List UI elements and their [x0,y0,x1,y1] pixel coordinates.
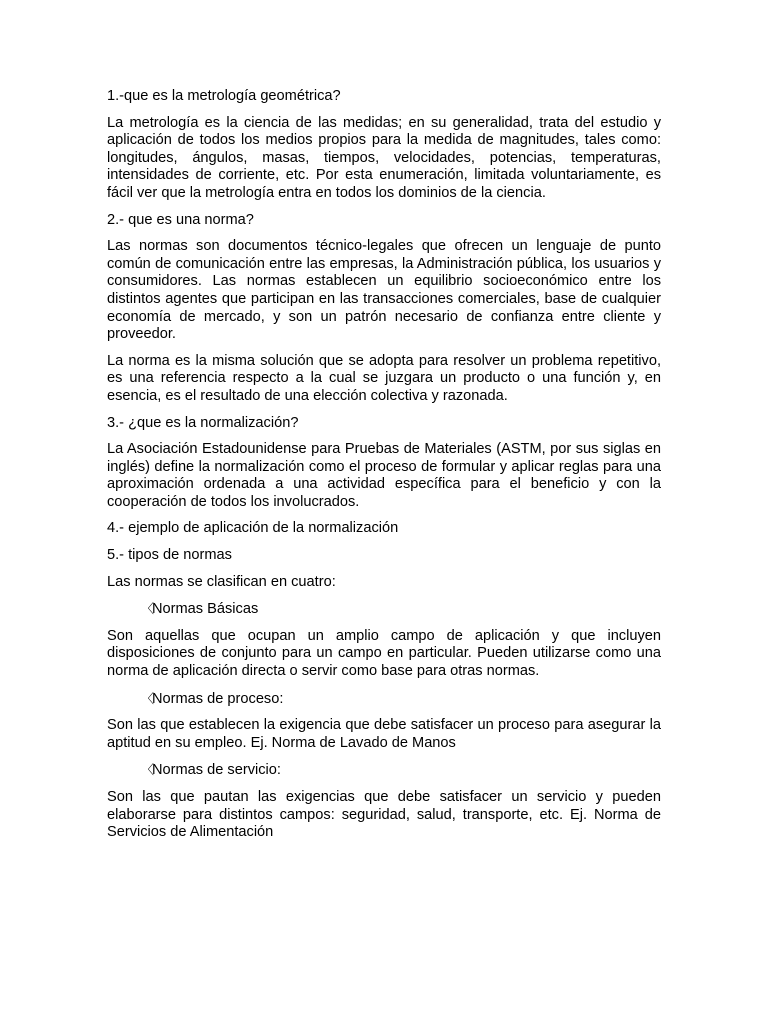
bullet-item [107,600,661,619]
bullet-label: Normas de proceso: [152,690,284,707]
paragraph: La norma es la misma solución que se adopta para resolver un problema repetitivo, es una referencia respecto a la cual se juzgara un producto o una función y, en esencia, es el resultado de una elección colectiva y razonada. [107,352,661,404]
bullet-arrow-icon: 〈 [141,601,155,617]
paragraph: Son aquellas que ocupan un amplio campo de aplicación y que incluyen disposiciones de conjunto para un campo en particular. Pueden utilizarse como una norma de aplicación directa o servir como base para otras normas. [107,627,661,680]
question-heading: 2.- que es una norma? [107,211,254,228]
question-heading: 3.- ¿que es la normalización? [107,414,299,431]
bullet-arrow-icon: 〈 [141,762,155,778]
paragraph: Son las que pautan las exigencias que debe satisfacer un servicio y pueden elaborarse para distintos campos: seguridad, salud, transporte, etc. Ej. Norma de Servicios de Alimentación [107,789,661,841]
paragraph: Las normas son documentos técnico-legales que ofrecen un lenguaje de punto común de comunicación entre las empresas, la Administración pública, los usuarios y consumidores. Las normas establecen un equilibrio socioeconómico entre los distintos agentes que participan en las transacciones comerciales, base de cualquier economía de mercado, y son un patrón necesario de confianza entre cliente y proveedor. [107,238,661,343]
bullet-label: Normas de servicio: [152,762,281,779]
paragraph: Son las que establecen la exigencia que debe satisfacer un proceso para asegurar la aptitud en su empleo. Ej. Norma de Lavado de Manos [107,717,661,751]
document-page [107,88,661,851]
bullet-item [107,690,661,709]
question-heading: 4.- ejemplo de aplicación de la normalización [107,520,399,537]
paragraph: La metrología es la ciencia de las medidas; en su generalidad, trata del estudio y aplicación de todos los medios propios para la medida de magnitudes, tales como: longitudes, ángulos, masas, tiempos, velocidades, potencias, temperaturas, intensidades de corriente, etc. Por esta enumeración, limitada voluntariamente, es fácil ver que la metrología entra en todos los dominios de la ciencia. [107,114,661,201]
question-heading: 1.-que es la metrología geométrica? [107,88,341,104]
paragraph: La Asociación Estadounidense para Pruebas de Materiales (ASTM, por sus siglas en inglés) define la normalización como el proceso de formular y aplicar reglas para una aproximación ordenada a una actividad específica para el beneficio y con la cooperación de todos los involucrados. [107,441,661,510]
question-heading: 5.- tipos de normas [107,547,232,564]
bullet-arrow-icon: 〈 [141,690,155,706]
bullet-item [107,761,661,780]
intro-line: Las normas se clasifican en cuatro: [107,573,336,590]
bullet-label: Normas Básicas [152,601,259,618]
